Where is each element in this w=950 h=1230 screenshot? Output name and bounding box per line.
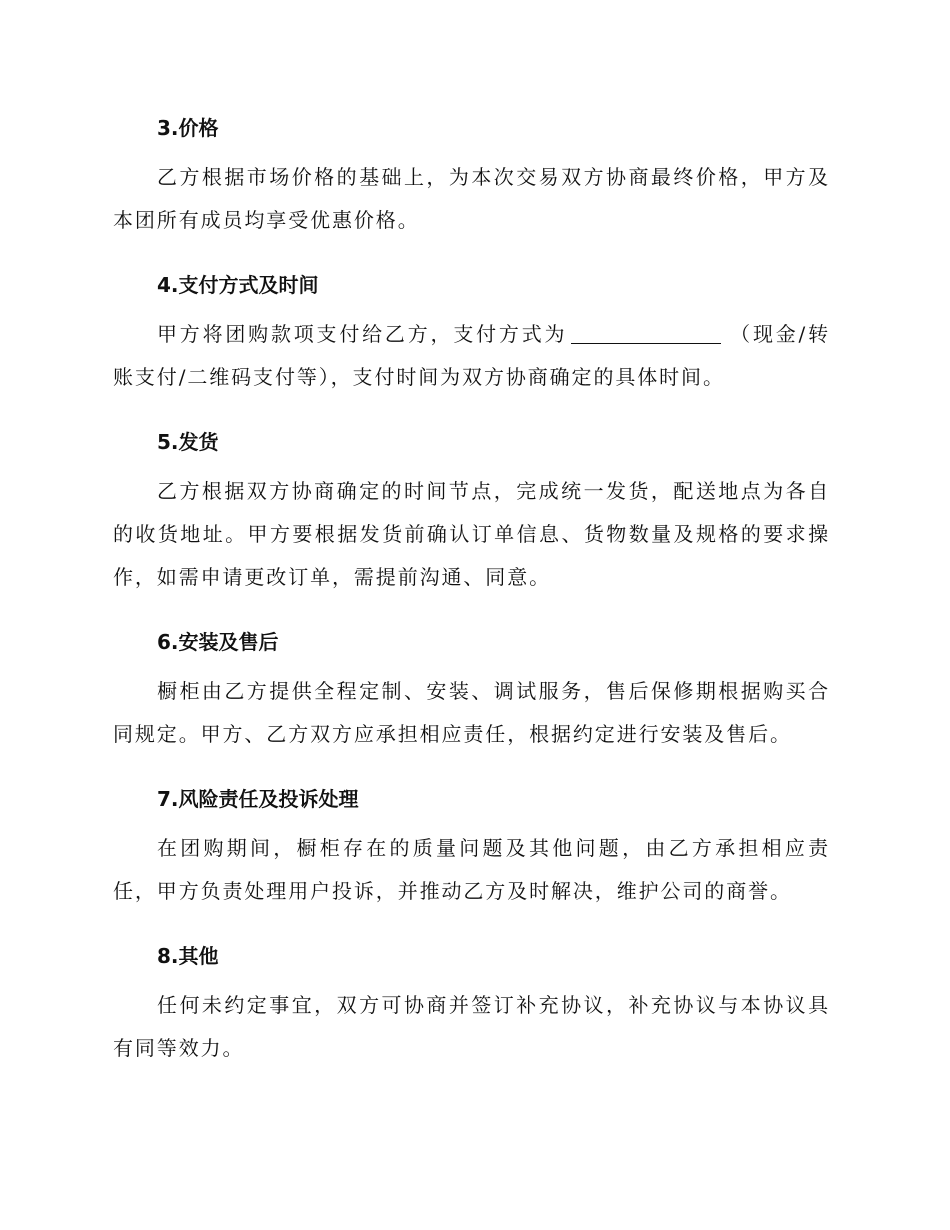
paragraph-text-before-blank: 甲方将团购款项支付给乙方，支付方式为 bbox=[157, 322, 568, 346]
section-price bbox=[113, 108, 830, 242]
section-installation bbox=[113, 622, 830, 756]
section-risk bbox=[113, 779, 830, 913]
section-heading: 5.发货 bbox=[157, 430, 219, 454]
section-paragraph bbox=[113, 313, 830, 399]
paragraph-text-after-blank: （现金/转账支付/二维码支付等），支付时间为双方协商确定的具体时间。 bbox=[113, 322, 830, 389]
section-paragraph: 橱柜由乙方提供全程定制、安装、调试服务，售后保修期根据购买合同规定。甲方、乙方双方应承担相应责任，根据约定进行安装及售后。 bbox=[113, 679, 830, 746]
section-paragraph: 在团购期间，橱柜存在的质量问题及其他问题，由乙方承担相应责任，甲方负责处理用户投诉，并推动乙方及时解决，维护公司的商誉。 bbox=[113, 836, 830, 903]
section-heading: 7.风险责任及投诉处理 bbox=[157, 787, 359, 811]
payment-method-blank bbox=[571, 323, 721, 344]
section-other bbox=[113, 936, 830, 1070]
section-heading: 3.价格 bbox=[157, 116, 219, 140]
section-delivery bbox=[113, 422, 830, 599]
section-heading: 4.支付方式及时间 bbox=[157, 273, 319, 297]
section-heading: 8.其他 bbox=[157, 944, 219, 968]
section-paragraph: 乙方根据双方协商确定的时间节点，完成统一发货，配送地点为各自的收货地址。甲方要根据发货前确认订单信息、货物数量及规格的要求操作，如需申请更改订单，需提前沟通、同意。 bbox=[113, 479, 830, 589]
section-heading: 6.安装及售后 bbox=[157, 630, 279, 654]
section-payment bbox=[113, 265, 830, 399]
section-paragraph: 乙方根据市场价格的基础上，为本次交易双方协商最终价格，甲方及本团所有成员均享受优惠价格。 bbox=[113, 165, 830, 232]
section-paragraph: 任何未约定事宜，双方可协商并签订补充协议，补充协议与本协议具有同等效力。 bbox=[113, 993, 830, 1060]
